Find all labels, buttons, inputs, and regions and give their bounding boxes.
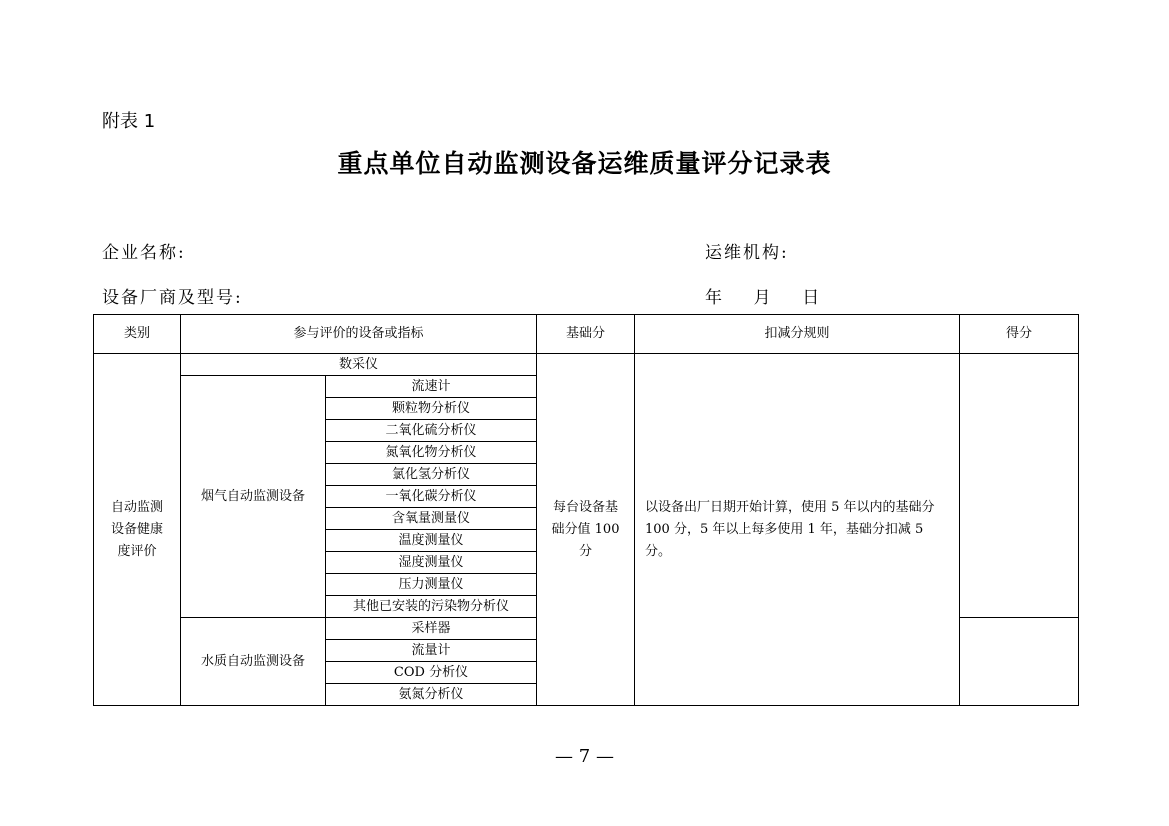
page-number: — 7 —: [555, 746, 614, 767]
ops-org-label: 运维机构:: [705, 243, 789, 263]
table-row: 流量计: [326, 640, 537, 662]
header-deduction-rule: 扣减分规则: [635, 315, 960, 354]
category-cell: 自动监测设备健康度评价: [94, 354, 181, 706]
attachment-label: 附表 1: [102, 111, 156, 132]
header-item: 参与评价的设备或指标: [181, 315, 537, 354]
table-row: 压力测量仪: [326, 574, 537, 596]
date-label: 年 月 日: [705, 288, 822, 308]
score-cell-flue-gas[interactable]: [960, 354, 1079, 618]
table-row: 氮氧化物分析仪: [326, 442, 537, 464]
page-title: 重点单位自动监测设备运维质量评分记录表: [337, 149, 832, 178]
score-cell-water[interactable]: [960, 618, 1079, 706]
table-row: 流速计: [326, 376, 537, 398]
table-row: 湿度测量仪: [326, 552, 537, 574]
header-score: 得分: [960, 315, 1079, 354]
table-row: 其他已安装的污染物分析仪: [326, 596, 537, 618]
table-row: 含氧量测量仪: [326, 508, 537, 530]
table-row: 温度测量仪: [326, 530, 537, 552]
flue-gas-group-cell: 烟气自动监测设备: [181, 376, 326, 618]
deduction-rule-cell: 以设备出厂日期开始计算，使用 5 年以内的基础分 100 分，5 年以上每多使用 1 年，基础分扣减 5 分。: [635, 354, 960, 706]
header-base-score: 基础分: [537, 315, 635, 354]
scoring-table: [93, 314, 1079, 706]
table-row: 一氧化碳分析仪: [326, 486, 537, 508]
base-score-cell: 每台设备基础分值 100 分: [537, 354, 635, 706]
vendor-model-label: 设备厂商及型号:: [102, 288, 243, 308]
table-row: 氯化氢分析仪: [326, 464, 537, 486]
water-group-cell: 水质自动监测设备: [181, 618, 326, 706]
table-row: 采样器: [326, 618, 537, 640]
header-category: 类别: [94, 315, 181, 354]
table-row: COD 分析仪: [326, 662, 537, 684]
table-row: 氨氮分析仪: [326, 684, 537, 706]
table-row: 颗粒物分析仪: [326, 398, 537, 420]
data-acquisition-cell: 数采仪: [181, 354, 537, 376]
table-row: 二氧化硫分析仪: [326, 420, 537, 442]
company-name-label: 企业名称:: [102, 243, 186, 263]
